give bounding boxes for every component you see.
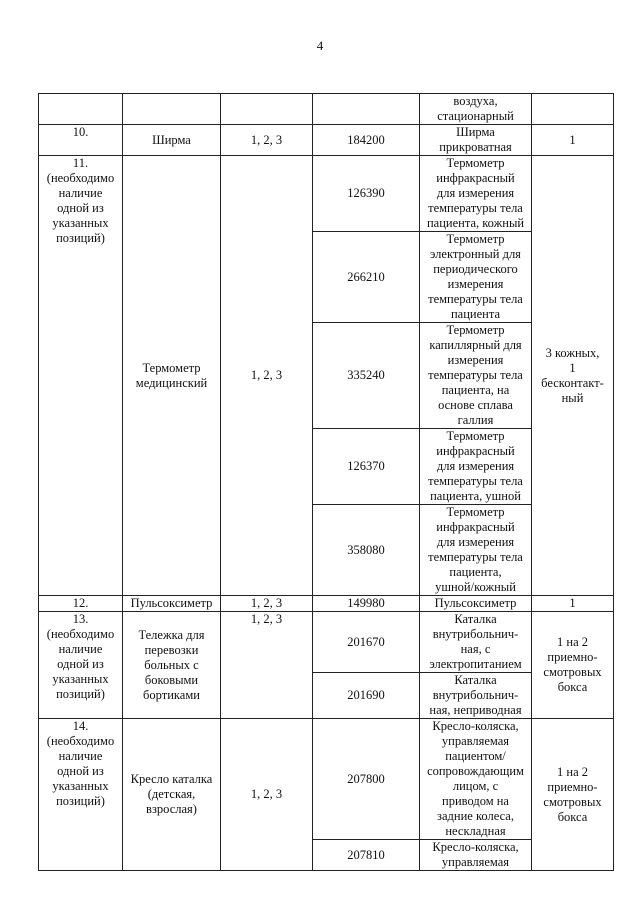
cell-name: Термометр электронный для периодического измерения температуры тела пациента: [420, 232, 532, 323]
cell-num: 14. (необходимо наличие одной из указанных позиций): [39, 719, 123, 871]
cell-code: 126370: [313, 429, 420, 505]
cell-code: 126390: [313, 156, 420, 232]
cell-name: Термометр инфракрасный для измерения температуры тела пациента, кожный: [420, 156, 532, 232]
cell-levels: 1, 2, 3: [221, 125, 313, 156]
cell-code: 201690: [313, 673, 420, 719]
cell-equipment: Пульсоксиметр: [123, 596, 221, 612]
table-row: [39, 125, 614, 156]
page-number: 4: [316, 38, 324, 53]
cell-qty: [532, 94, 614, 125]
cell-code: 266210: [313, 232, 420, 323]
cell-code: [313, 94, 420, 125]
cell-name: Ширма прикроватная: [420, 125, 532, 156]
cell-name: Термометр инфракрасный для измерения температуры тела пациента, ушной/кожный: [420, 505, 532, 596]
cell-num: 13. (необходимо наличие одной из указанных позиций): [39, 612, 123, 719]
table-row: [39, 719, 614, 840]
cell-levels: 1, 2, 3: [221, 719, 313, 871]
cell-qty: 1: [532, 596, 614, 612]
cell-qty: 1: [532, 125, 614, 156]
cell-name: Каталка внутрибольнич- ная, неприводная: [420, 673, 532, 719]
cell-num: 12.: [39, 596, 123, 612]
cell-name: Термометр капиллярный для измерения температуры тела пациента, на основе сплава галлия: [420, 323, 532, 429]
cell-name: Термометр инфракрасный для измерения температуры тела пациента, ушной: [420, 429, 532, 505]
cell-code: 358080: [313, 505, 420, 596]
cell-code: 207810: [313, 840, 420, 871]
cell-name: воздуха, стационарный: [420, 94, 532, 125]
cell-name: Пульсоксиметр: [420, 596, 532, 612]
cell-qty: 1 на 2 приемно- смотровых бокса: [532, 719, 614, 871]
cell-equipment: [123, 94, 221, 125]
table-row: [39, 156, 614, 232]
cell-equipment: Ширма: [123, 125, 221, 156]
cell-code: 335240: [313, 323, 420, 429]
cell-num: [39, 94, 123, 125]
cell-name: Каталка внутрибольнич- ная, с электропитанием: [420, 612, 532, 673]
cell-code: 184200: [313, 125, 420, 156]
cell-num: 10.: [39, 125, 123, 156]
cell-num: 11. (необходимо наличие одной из указанных позиций): [39, 156, 123, 596]
cell-equipment: Термометр медицинский: [123, 156, 221, 596]
table-row: [39, 612, 614, 673]
cell-qty: 1 на 2 приемно- смотровых бокса: [532, 612, 614, 719]
cell-code: 201670: [313, 612, 420, 673]
cell-qty: 3 кожных, 1 бесконтакт- ный: [532, 156, 614, 596]
cell-name: Кресло-коляска, управляемая пациентом/ сопровождающим лицом, с приводом на задние колеса, нескладная: [420, 719, 532, 840]
cell-equipment: Тележка для перевозки больных с боковыми бортиками: [123, 612, 221, 719]
cell-levels: 1, 2, 3: [221, 612, 313, 719]
cell-levels: 1, 2, 3: [221, 156, 313, 596]
cell-code: 207800: [313, 719, 420, 840]
cell-name: Кресло-коляска, управляемая: [420, 840, 532, 871]
cell-equipment: Кресло каталка (детская, взрослая): [123, 719, 221, 871]
cell-code: 149980: [313, 596, 420, 612]
cell-levels: 1, 2, 3: [221, 596, 313, 612]
equipment-table: [38, 93, 614, 871]
cell-levels: [221, 94, 313, 125]
table-row: [39, 596, 614, 612]
table-row: [39, 94, 614, 125]
